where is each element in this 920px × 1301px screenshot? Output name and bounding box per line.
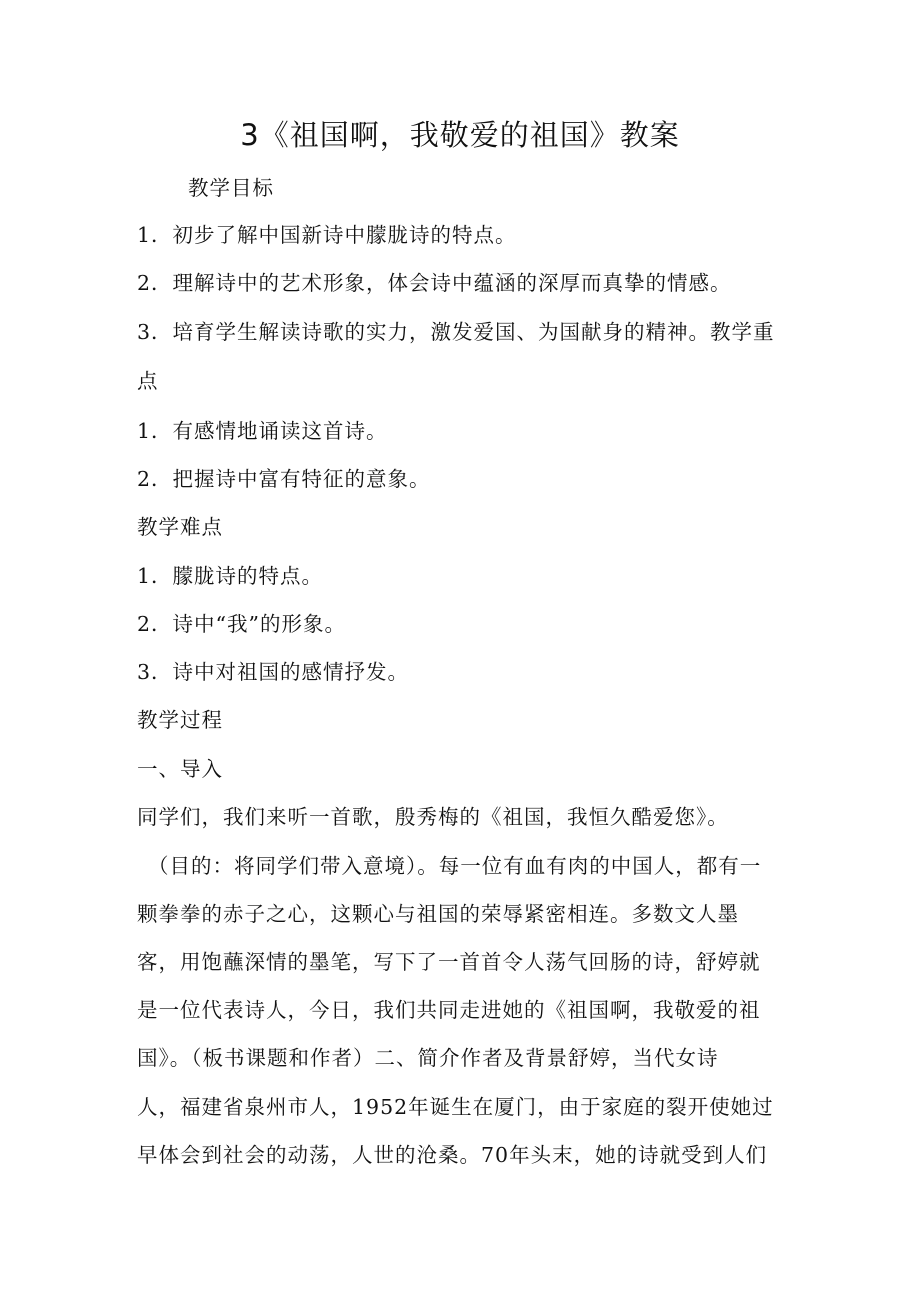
objective-3: 3．培育学生解读诗歌的实力，激发爱国、为国献身的精神。教学重 (137, 320, 775, 344)
key-point-2: 2．把握诗中富有特征的意象。 (137, 467, 431, 491)
heading-teaching-objectives: 教学目标 (188, 176, 274, 200)
difficulty-1: 1．朦胧诗的特点。 (137, 564, 324, 588)
difficulty-3: 3．诗中对祖国的感情抒发。 (137, 660, 410, 684)
objective-2: 2．理解诗中的艺术形象，体会诗中蕴涵的深厚而真挚的情感。 (137, 271, 732, 295)
paragraph-line: 人，福建省泉州市人，1952年诞生在厦门，由于家庭的裂开使她过 (137, 1095, 774, 1119)
paragraph-line: （目的：将同学们带入意境）。每一位有血有肉的中国人，都有一 (148, 854, 762, 878)
section-introduction: 一、导入 (137, 757, 223, 781)
paragraph-line: 国》。（板书课题和作者）二、简介作者及背景舒婷，当代女诗 (137, 1046, 719, 1070)
paragraph-line: 是一位代表诗人，今日，我们共同走进她的《祖国啊，我敬爱的祖 (137, 998, 761, 1022)
objective-1: 1．初步了解中国新诗中朦胧诗的特点。 (137, 223, 517, 247)
objective-3-continued: 点 (137, 369, 159, 393)
difficulty-2: 2．诗中“我”的形象。 (137, 612, 347, 636)
key-point-1: 1．有感情地诵读这首诗。 (137, 419, 388, 443)
heading-teaching-difficulties: 教学难点 (137, 515, 223, 539)
document-title: 3《祖国啊，我敬爱的祖国》教案 (240, 118, 680, 152)
paragraph-line: 颗拳拳的赤子之心，这颗心与祖国的荣辱紧密相连。多数文人墨 (137, 902, 739, 926)
paragraph-line: 早体会到社会的动荡，人世的沧桑。70年头末，她的诗就受到人们 (137, 1143, 768, 1167)
heading-teaching-process: 教学过程 (137, 708, 223, 732)
paragraph-line: 同学们，我们来听一首歌，殷秀梅的《祖国，我恒久酷爱您》。 (137, 805, 729, 829)
paragraph-line: 客，用饱蘸深情的墨笔，写下了一首首令人荡气回肠的诗，舒婷就 (137, 950, 761, 974)
